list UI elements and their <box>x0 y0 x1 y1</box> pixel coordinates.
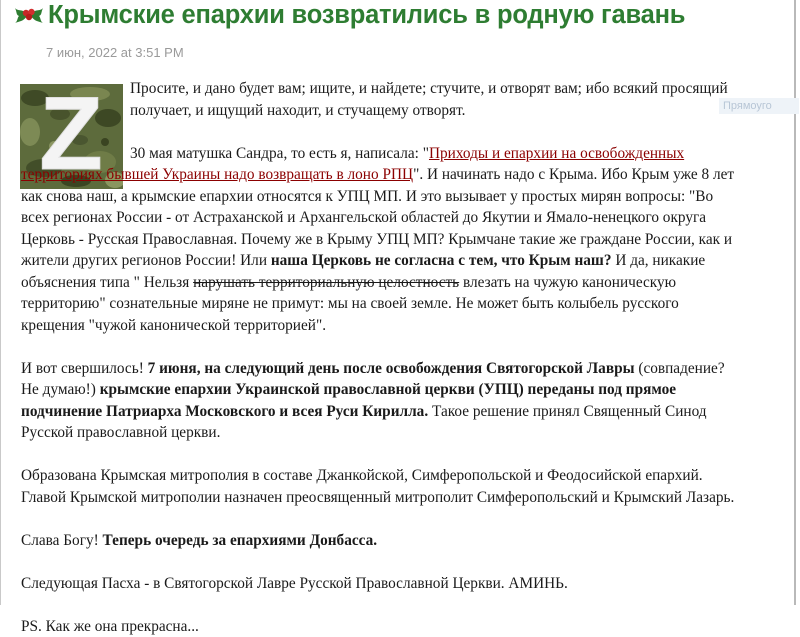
sidebar-ghost-label: Прямоуго <box>719 98 799 114</box>
paragraph-easter: Следующая Пасха - в Святогорской Лавре Русской Православной Церкви. АМИНЬ. <box>21 573 741 595</box>
struck-text: нарушать территориальную целостность <box>193 274 459 291</box>
article-link[interactable]: Приходы и епархии на освобожденных территориях бывшей Украины надо возвращать в лоно РПЦ <box>21 145 684 184</box>
post-header <box>14 0 685 30</box>
post-date: 7 июн, 2022 at 3:51 PM <box>46 45 184 60</box>
paragraph-metropolis: Образована Крымская митрополия в составе Джанкойской, Симферопольской и Феодосийской епархий. Главой Крымской митрополии назначен преосвященный митрополит Симферопольский и Крымский Лазарь. <box>21 465 741 508</box>
paragraph-glory: Слава Богу! Теперь очередь за епархиями Донбасса. <box>21 530 741 552</box>
post-title[interactable]: Крымские епархии возвратились в родную гавань <box>48 1 685 30</box>
holly-icon <box>14 2 44 28</box>
paragraph-intro: 30 мая матушка Сандра, то есть я, написала: "Приходы и епархии на освобожденных территориях бывшей Украины надо возвращать в лоно РПЦ". И начинать надо с Крыма. Ибо Крым уже 8 лет как снова наш, а крымские епархии относятся к УПЦ МП. И это вызывает у простых мирян вопросы: "Во всех регионах России - от Астраханской и Архангельской областей до Якутии и Ямало-ненецкого округа Церковь - Русская Православная. Почему же в Крыму УПЦ МП? Крымчане такие же граждане России, как и жители других регионов России! Или наша Церковь не согласна с тем, что Крым наш? И да, никакие объяснения типа " Нельзя нарушать территориальную целостность влезать на чужую каноническую территорию" сознательные миряне не примут: мы на своей земле. Не может быть колыбель русского крещения "чужой канонической территорией". <box>21 143 741 337</box>
post-body <box>21 78 741 637</box>
bold-question: наша Церковь не согласна с тем, что Крым наш? <box>271 252 612 269</box>
scripture-paragraph: Просите, и дано будет вам; ищите, и найдете; стучите, и отворят вам; ибо всякий просящий получает, и ищущий находит, и стучащему отворят. <box>21 78 741 121</box>
paragraph-ps: PS. Как же она прекрасна... <box>21 616 741 637</box>
z-letter: Z <box>39 84 103 189</box>
paragraph-announcement: И вот свершилось! 7 июня, на следующий день после освобождения Святогорской Лавры (совпадение? Не думаю!) крымские епархии Украинской православной церкви (УПЦ) переданы под прямое подчинение Патриарха Московского и всея Руси Кирилла. Такое решение принял Священный Синод Русской православной церкви. <box>21 358 741 444</box>
